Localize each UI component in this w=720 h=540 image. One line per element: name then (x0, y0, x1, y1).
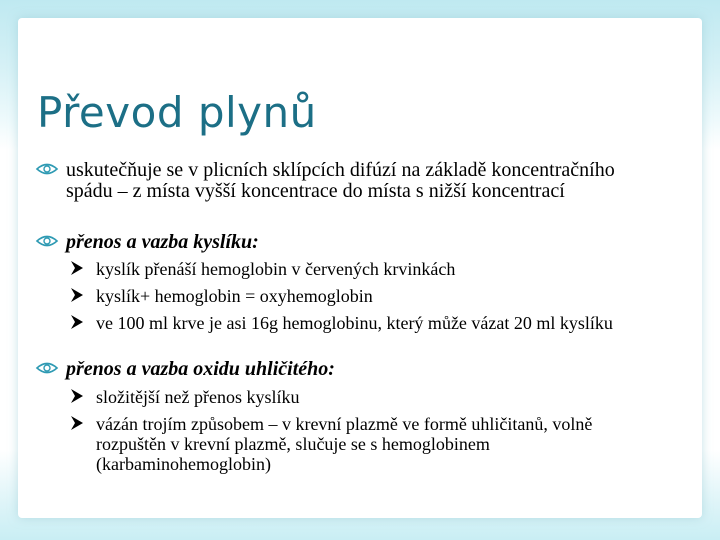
arrowhead-icon (70, 314, 84, 330)
bullet-item-co2 (66, 359, 656, 380)
sub-bullet-text: složitější než přenos kyslíku (96, 387, 300, 407)
sub-bullet-item (96, 313, 666, 333)
bullet-text: přenos a vazba kyslíku: (66, 231, 259, 253)
eye-ornament-icon (35, 361, 59, 375)
sub-bullet-item (96, 286, 666, 306)
eye-ornament-icon (35, 234, 59, 248)
arrowhead-icon (70, 287, 84, 303)
bullet-text: uskutečňuje se v plicních sklípcích difúzí na základě koncentračního spádu – z místa vyšší koncentrace do místa s nižší koncentrací (66, 159, 615, 202)
sub-bullet-item (96, 387, 666, 407)
sub-bullet-text: kyslík přenáší hemoglobin v červených krvinkách (96, 259, 456, 279)
sub-bullet-text: kyslík+ hemoglobin = oxyhemoglobin (96, 286, 373, 306)
sub-bullet-text: ve 100 ml krve je asi 16g hemoglobinu, který může vázat 20 ml kyslíku (96, 313, 613, 333)
sub-bullet-text: vázán trojím způsobem – v krevní plazmě ve formě uhličitanů, volně rozpuštěn v krevní plazmě, slučuje se s hemoglobinem (karbaminohemoglobin) (96, 414, 593, 474)
eye-ornament-icon (35, 162, 59, 176)
arrowhead-icon (70, 415, 84, 431)
arrowhead-icon (70, 388, 84, 404)
bullet-item-oxygen (66, 232, 656, 253)
arrowhead-icon (70, 260, 84, 276)
bullet-text: přenos a vazba oxidu uhličitého: (66, 358, 335, 380)
bullet-item-diffusion (66, 160, 656, 202)
sub-bullet-item (96, 259, 666, 279)
slide-title: Převod plynů (37, 88, 317, 137)
sub-bullet-item (96, 414, 666, 474)
